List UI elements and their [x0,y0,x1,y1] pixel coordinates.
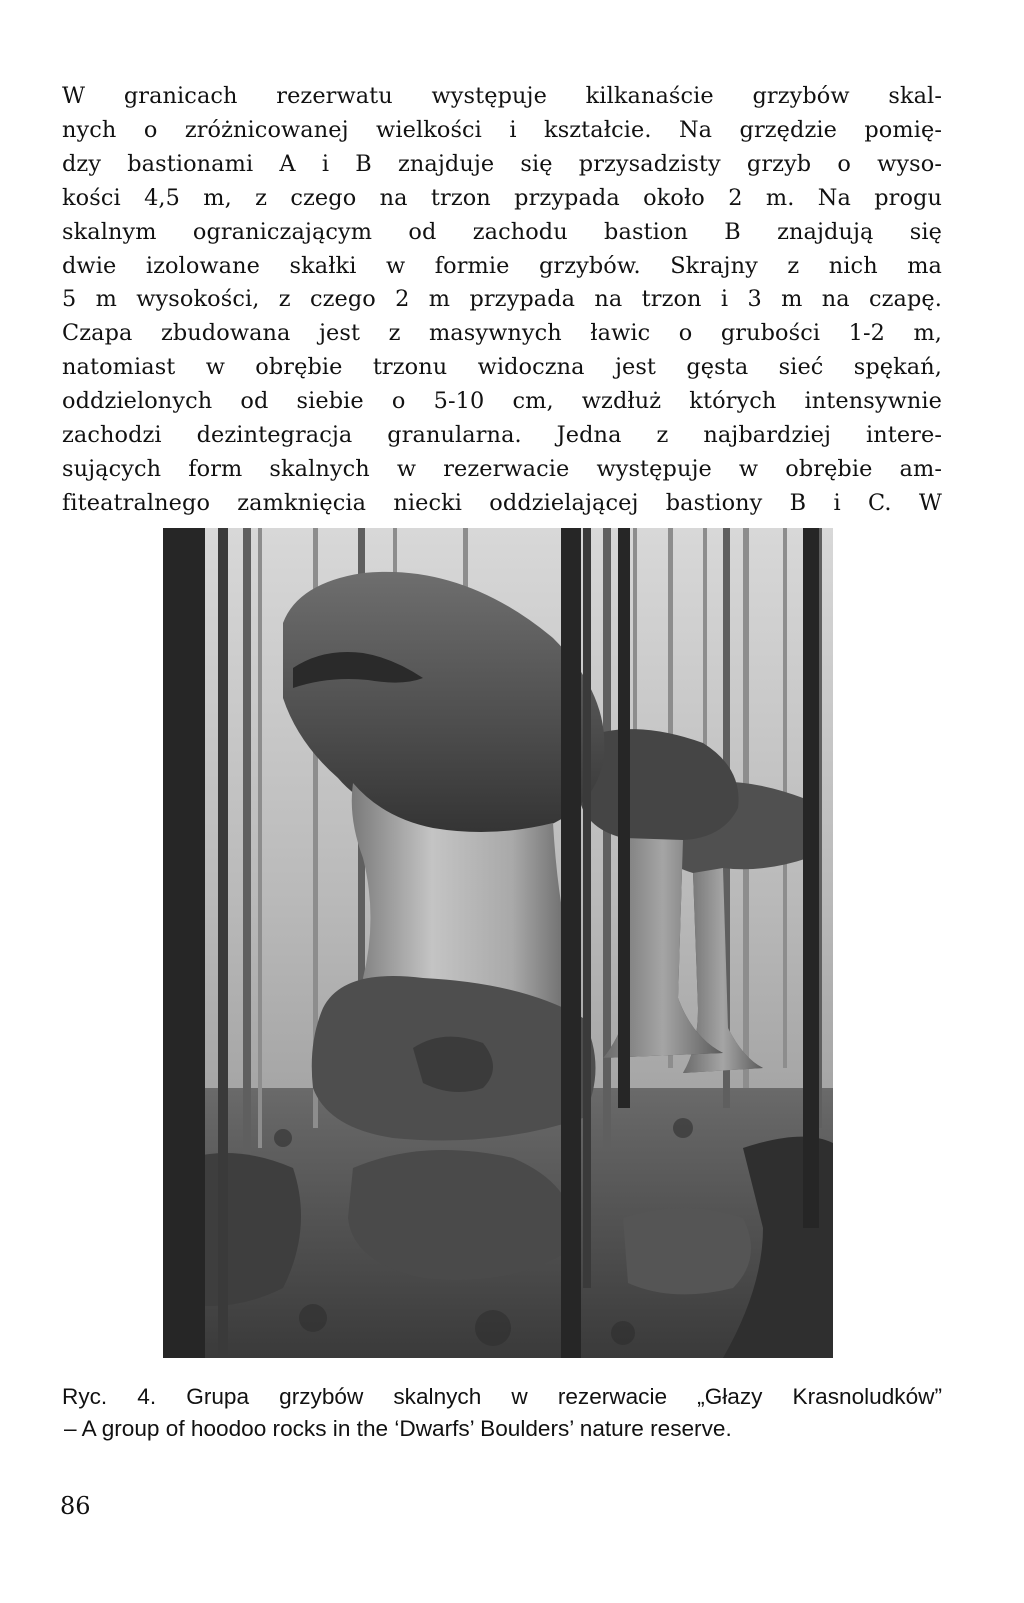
body-line: natomiast w obrębie trzonu widoczna jest gęsta sieć spękań, [62,354,942,381]
body-line: 5 m wysokości, z czego 2 m przypada na trzon i 3 m na czapę. [62,286,942,313]
page-number: 86 [60,1492,91,1520]
body-line: W granicach rezerwatu występuje kilkanaście grzybów skal- [62,83,942,109]
body-line: kości 4,5 m, z czego na trzon przypada około 2 m. Na progu [62,184,942,211]
body-line: fiteatralnego zamknięcia niecki oddzielającej bastiony B i C. W [62,489,942,516]
body-line: sujących form skalnych w rezerwacie występuje w obrębie am- [62,455,942,482]
body-line: nych o zróżnicowanej wielkości i kształcie. Na grzędzie pomię- [62,116,942,143]
caption-english: – A group of hoodoo rocks in the ‘Dwarfs’ Boulders’ nature reserve. [64,1416,732,1441]
figure-caption [62,1381,942,1445]
body-line: dwie izolowane skałki w formie grzybów. Skrajny z nich ma [62,252,942,279]
body-line: zachodzi dezintegracja granularna. Jedna z najbardziej intere- [62,422,942,449]
body-line: Czapa zbudowana jest z masywnych ławic o grubości 1-2 m, [62,320,942,347]
forest-rock-illustration [163,528,833,1358]
figure-photo-hoodoo-rocks [163,528,833,1358]
body-line: oddzielonych od siebie o 5-10 cm, wzdłuż których intensywnie [62,388,942,415]
body-paragraph [62,80,942,521]
body-line: dzy bastionami A i B znajduje się przysadzisty grzyb o wyso- [62,150,942,177]
body-line: skalnym ograniczającym od zachodu bastion B znajdują się [62,218,942,245]
caption-polish: Ryc. 4. Grupa grzybów skalnych w rezerwacie „Głazy Krasnoludków” [62,1384,942,1409]
